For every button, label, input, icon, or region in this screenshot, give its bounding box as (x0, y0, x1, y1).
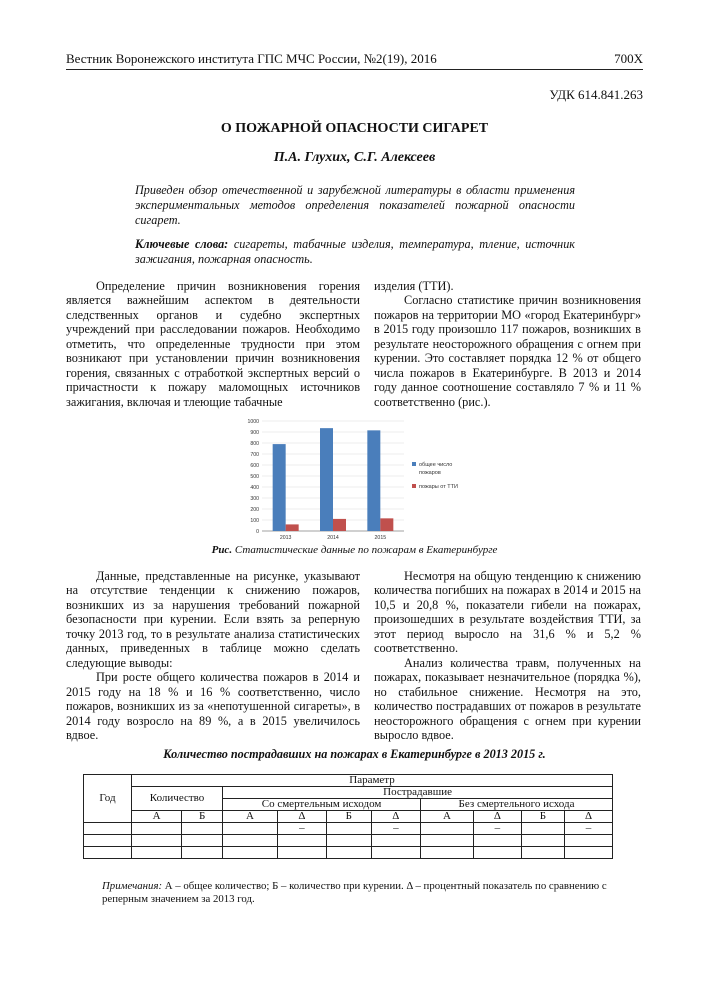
injuries-table (83, 774, 613, 859)
table-cell (327, 835, 372, 847)
table-cell (84, 835, 132, 847)
paragraph: Определение причин возникновения горения является важнейшим аспектом в деятельности следственных органов и судебно экспертных учреждений при расследовании пожаров. Необходимо отметить, что определенные трудности при этом возникают при установлении причин возникновения горения, связанных с отработкой экспертных версий о причастности к пожару маломощных источников зажигания, включая и тлеющие табачные (66, 279, 360, 409)
bar-total (320, 428, 333, 531)
x-tick-label: 2014 (327, 535, 339, 541)
journal-title: Вестник Воронежского института ГПС МЧС России, №2(19), 2016 (66, 51, 437, 66)
header-year: Год (84, 775, 132, 823)
table-cell (277, 835, 326, 847)
table-cell (473, 835, 521, 847)
legend-swatch (412, 484, 416, 488)
table-cell (84, 823, 132, 835)
table-cell: – (473, 823, 521, 835)
y-tick-label: 900 (250, 430, 259, 436)
x-tick-label: 2015 (374, 535, 387, 541)
table-cell (473, 847, 521, 859)
table-cell (421, 847, 474, 859)
page-code: 700X (614, 51, 643, 66)
article-title: О ПОЖАРНОЙ ОПАСНОСТИ СИГАРЕТ (220, 121, 489, 136)
paragraph: Анализ количества травм, полученных на пожарах, показывает незначительное (порядка %), но стабильное снижение. Несмотря на это, количество пострадавших от пожаров в результате неосторожного обращения с огнем при курении выросло вдвое. (374, 655, 641, 742)
notes-text: А – общее количество; Б – количество при курении. Δ – процентный показатель по сравнению с реперным значением за 2013 год. (102, 880, 607, 905)
keywords-text: сигареты, табачные изделия, температура, тление, источник зажигания, пожарная опасность. (135, 237, 575, 266)
header-divider (66, 69, 643, 70)
table-cell (182, 823, 223, 835)
x-tick-label: 2013 (279, 535, 292, 541)
right-column-1 (374, 279, 641, 409)
table-cell (521, 835, 564, 847)
sub-header: А (132, 811, 182, 823)
paragraph: изделия (ТТИ). (374, 279, 454, 293)
table-cell (371, 847, 420, 859)
table-cell (84, 847, 132, 859)
table-cell (182, 847, 223, 859)
table-notes (102, 880, 642, 906)
paragraph: Согласно статистике причин возникновения пожаров на территории МО «город Екатеринбург» в 2015 году произошло 117 пожаров, возникших в результате неосторожного обращения с огнем при курении. Это составляет порядка 12 % от общего числа пожаров в Екатеринбурге. В 2013 и 2014 году данное соотношение составляло 7 % и 11 % соответственно (рис.). (374, 293, 641, 409)
legend-label: общее число (419, 462, 453, 468)
table-cell (223, 835, 278, 847)
table-cell (223, 823, 278, 835)
bar-chart (236, 415, 476, 545)
table-cell (521, 823, 564, 835)
sub-header: Δ (371, 811, 420, 823)
y-tick-label: 0 (256, 529, 259, 535)
table-cell (421, 835, 474, 847)
table-cell: – (565, 823, 613, 835)
keywords-label: Ключевые слова: (135, 237, 229, 251)
y-tick-label: 200 (250, 507, 259, 513)
y-tick-label: 600 (250, 463, 259, 469)
y-tick-label: 100 (250, 518, 259, 524)
y-tick-label: 500 (250, 474, 259, 480)
sub-header: Δ (473, 811, 521, 823)
table-cell (565, 835, 613, 847)
y-tick-label: 800 (250, 441, 259, 447)
sub-header: Б (521, 811, 564, 823)
table-cell (223, 847, 278, 859)
article-authors: П.А. Глухих, С.Г. Алексеев (273, 150, 436, 165)
paragraph: Данные, представленные на рисунке, указывают на отсутствие тенденции к снижению пожаров, возникших из за нарушения требований пожарной безопасности при курении. Если взять за реперную точку 2013 год, то в результате анализа статистических данных, приведенных в таблице можно сделать следующие выводы: (66, 569, 360, 670)
sub-header: Δ (277, 811, 326, 823)
abstract: Приведен обзор отечественной и зарубежной литературы в области применения экспериментальных методов определения показателей пожарной опасности сигарет. (135, 183, 575, 227)
table-row (84, 847, 613, 859)
sub-header: Б (182, 811, 223, 823)
table-cell (132, 847, 182, 859)
table-cell (421, 823, 474, 835)
figure-caption (0, 544, 709, 556)
table-cell (277, 847, 326, 859)
sub-header: А (421, 811, 474, 823)
header-param: Параметр (132, 775, 613, 787)
table-cell (521, 847, 564, 859)
left-column-2 (66, 569, 360, 742)
caption-label: Рис. (211, 544, 233, 556)
right-column-2 (374, 569, 641, 742)
table-cell (371, 835, 420, 847)
table-cell: – (371, 823, 420, 835)
table-cell (565, 847, 613, 859)
table-title: Количество пострадавших на пожарах в Екатеринбурге в 2013 2015 г. (163, 747, 546, 761)
legend-swatch (412, 462, 416, 466)
header-nonfatal: Без смертельного исхода (421, 799, 613, 811)
notes-lead: Примечания: (102, 880, 163, 892)
table-cell (327, 847, 372, 859)
sub-header: Б (327, 811, 372, 823)
legend-label: пожары от ТТИ (419, 484, 458, 490)
bar-total (367, 430, 380, 531)
legend-label-cont: пожаров (419, 470, 441, 476)
header-fatal: Со смертельным исходом (223, 799, 421, 811)
y-tick-label: 700 (250, 452, 259, 458)
y-tick-label: 400 (250, 485, 259, 491)
header-count: Количество (132, 787, 223, 811)
header-injured: Пострадавшие (223, 787, 613, 799)
bar-tti (380, 518, 393, 531)
paragraph: При росте общего количества пожаров в 2014 и 2015 году на 18 % и 16 % соответственно, число пожаров, возникших из за «непотушенной сигареты», в 2014 году возросло на 89 %, а в 2015 увеличилось вдвое. (66, 670, 360, 742)
table-cell (182, 835, 223, 847)
table-cell: – (277, 823, 326, 835)
paragraph: Несмотря на общую тенденцию к снижению количества погибших на пожарах в 2014 и 2015 на 10,5 и 20,8 %, показатели гибели на пожарах, произошедших в результате воздействия ТТИ, за этот период выросло на 31,6 % и 5,2 % соответственно. (374, 569, 641, 656)
y-tick-label: 1000 (247, 419, 259, 425)
left-column-1 (66, 279, 360, 409)
sub-header: Δ (565, 811, 613, 823)
keywords (135, 237, 575, 267)
bar-tti (333, 519, 346, 531)
table-row (84, 835, 613, 847)
y-tick-label: 300 (250, 496, 259, 502)
table-cell (132, 835, 182, 847)
table-row (84, 823, 613, 835)
udk-code: УДК 614.841.263 (549, 87, 643, 102)
bar-total (273, 444, 286, 531)
caption-text: Статистические данные по пожарам в Екатеринбурге (232, 544, 498, 556)
table-cell (327, 823, 372, 835)
table-cell (132, 823, 182, 835)
bar-tti (286, 524, 299, 531)
sub-header: А (223, 811, 278, 823)
